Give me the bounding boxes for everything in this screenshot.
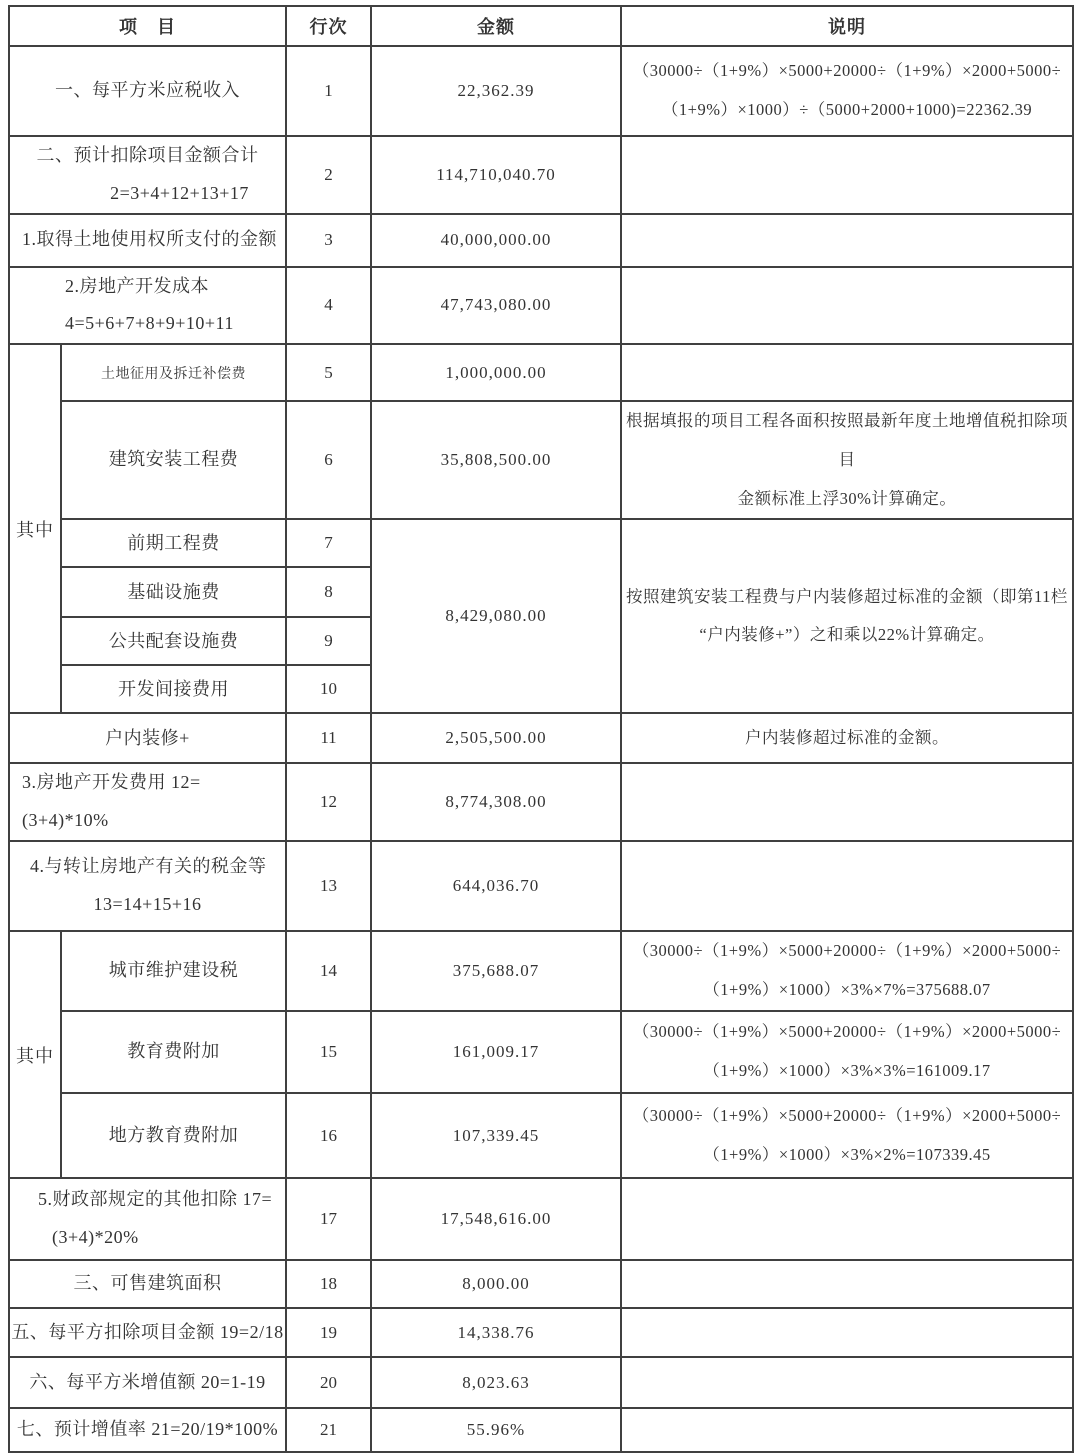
- item-cell: 基础设施费: [61, 567, 286, 617]
- amount-cell: 40,000,000.00: [371, 214, 621, 267]
- item-cell: 一、每平方米应税收入: [9, 46, 286, 136]
- table-row: [9, 931, 1073, 1011]
- amount-cell: 22,362.39: [371, 46, 621, 136]
- land-vat-deduction-table: [8, 5, 1074, 1453]
- item-cell: 六、每平方米增值额 20=1-19: [9, 1357, 286, 1408]
- note-cell: [621, 267, 1073, 345]
- amount-cell: 114,710,040.70: [371, 136, 621, 214]
- col-header-amount: 金额: [371, 6, 621, 46]
- note-cell: [621, 1178, 1073, 1260]
- note-cell: （30000÷（1+9%）×5000+20000÷（1+9%）×2000+5000÷ （1+9%）×1000）×3%×3%=161009.17: [621, 1011, 1073, 1093]
- note-cell-merged: 按照建筑安装工程费与户内装修超过标准的金额（即第11栏 “户内装修+”）之和乘以22%计算确定。: [621, 519, 1073, 713]
- row-no-cell: 11: [286, 713, 371, 763]
- table-row: [9, 1357, 1073, 1408]
- note-cell: 户内装修超过标准的金额。: [621, 713, 1073, 763]
- item-cell: 三、可售建筑面积: [9, 1260, 286, 1308]
- note-cell: [621, 1357, 1073, 1408]
- note-cell: [621, 214, 1073, 267]
- note-cell: （30000÷（1+9%）×5000+20000÷（1+9%）×2000+5000÷ （1+9%）×1000）×3%×7%=375688.07: [621, 931, 1073, 1011]
- item-cell: 二、预计扣除项目金额合计 2=3+4+12+13+17: [9, 136, 286, 214]
- item-cell: 5.财政部规定的其他扣除 17= (3+4)*20%: [9, 1178, 286, 1260]
- row-no-cell: 10: [286, 665, 371, 713]
- item-cell: 地方教育费附加: [61, 1093, 286, 1178]
- table-header-row: [9, 6, 1073, 46]
- amount-cell: 17,548,616.00: [371, 1178, 621, 1260]
- group-label-cell: 其中: [9, 344, 61, 713]
- amount-cell: 375,688.07: [371, 931, 621, 1011]
- table-row: [9, 1178, 1073, 1260]
- row-no-cell: 5: [286, 344, 371, 401]
- row-no-cell: 7: [286, 519, 371, 567]
- amount-cell: 8,774,308.00: [371, 763, 621, 841]
- table-row: [9, 46, 1073, 136]
- row-no-cell: 4: [286, 267, 371, 345]
- amount-cell: 8,023.63: [371, 1357, 621, 1408]
- table-row: [9, 401, 1073, 519]
- item-cell: 城市维护建设税: [61, 931, 286, 1011]
- amount-cell-merged: 8,429,080.00: [371, 519, 621, 713]
- amount-cell: 161,009.17: [371, 1011, 621, 1093]
- note-cell: [621, 136, 1073, 214]
- table-row: [9, 1408, 1073, 1452]
- note-cell: [621, 1308, 1073, 1357]
- item-cell: 前期工程费: [61, 519, 286, 567]
- amount-cell: 35,808,500.00: [371, 401, 621, 519]
- item-cell: 2.房地产开发成本 4=5+6+7+8+9+10+11: [9, 267, 286, 345]
- item-cell: 4.与转让房地产有关的税金等 13=14+15+16: [9, 841, 286, 931]
- row-no-cell: 3: [286, 214, 371, 267]
- amount-cell: 55.96%: [371, 1408, 621, 1452]
- row-no-cell: 15: [286, 1011, 371, 1093]
- group-label-cell: 其中: [9, 931, 61, 1178]
- table-row: [9, 1308, 1073, 1357]
- row-no-cell: 13: [286, 841, 371, 931]
- item-cell: 七、预计增值率 21=20/19*100%: [9, 1408, 286, 1452]
- item-cell: 3.房地产开发费用 12=(3+4)*10%: [9, 763, 286, 841]
- item-cell: 五、每平方扣除项目金额 19=2/18: [9, 1308, 286, 1357]
- row-no-cell: 17: [286, 1178, 371, 1260]
- amount-cell: 107,339.45: [371, 1093, 621, 1178]
- table-row: [9, 1093, 1073, 1178]
- item-cell: 户内装修+: [9, 713, 286, 763]
- item-cell: 1.取得土地使用权所支付的金额: [9, 214, 286, 267]
- row-no-cell: 14: [286, 931, 371, 1011]
- table-row: [9, 519, 1073, 567]
- amount-cell: 14,338.76: [371, 1308, 621, 1357]
- col-header-row-no: 行次: [286, 6, 371, 46]
- amount-cell: 47,743,080.00: [371, 267, 621, 345]
- item-cell: 开发间接费用: [61, 665, 286, 713]
- row-no-cell: 2: [286, 136, 371, 214]
- table-row: [9, 1011, 1073, 1093]
- amount-cell: 2,505,500.00: [371, 713, 621, 763]
- note-cell: [621, 344, 1073, 401]
- amount-cell: 1,000,000.00: [371, 344, 621, 401]
- table-row: [9, 1260, 1073, 1308]
- row-no-cell: 6: [286, 401, 371, 519]
- row-no-cell: 18: [286, 1260, 371, 1308]
- note-cell: [621, 763, 1073, 841]
- table-row: [9, 344, 1073, 401]
- note-cell: [621, 841, 1073, 931]
- row-no-cell: 12: [286, 763, 371, 841]
- note-cell: [621, 1408, 1073, 1452]
- table-row: [9, 763, 1073, 841]
- row-no-cell: 20: [286, 1357, 371, 1408]
- row-no-cell: 19: [286, 1308, 371, 1357]
- note-cell: （30000÷（1+9%）×5000+20000÷（1+9%）×2000+5000÷ （1+9%）×1000）÷（5000+2000+1000)=22362.39: [621, 46, 1073, 136]
- row-no-cell: 8: [286, 567, 371, 617]
- note-cell: [621, 1260, 1073, 1308]
- table-row: [9, 713, 1073, 763]
- amount-cell: 8,000.00: [371, 1260, 621, 1308]
- item-cell: 土地征用及拆迁补偿费: [61, 344, 286, 401]
- item-cell: 教育费附加: [61, 1011, 286, 1093]
- amount-cell: 644,036.70: [371, 841, 621, 931]
- note-cell: （30000÷（1+9%）×5000+20000÷（1+9%）×2000+5000÷ （1+9%）×1000）×3%×2%=107339.45: [621, 1093, 1073, 1178]
- row-no-cell: 1: [286, 46, 371, 136]
- row-no-cell: 16: [286, 1093, 371, 1178]
- item-cell: 公共配套设施费: [61, 617, 286, 665]
- item-cell: 建筑安装工程费: [61, 401, 286, 519]
- row-no-cell: 21: [286, 1408, 371, 1452]
- row-no-cell: 9: [286, 617, 371, 665]
- col-header-note: 说明: [621, 6, 1073, 46]
- table-row: [9, 841, 1073, 931]
- table-row: [9, 136, 1073, 214]
- table-row: [9, 214, 1073, 267]
- note-cell: 根据填报的项目工程各面积按照最新年度土地增值税扣除项目 金额标准上浮30%计算确定。: [621, 401, 1073, 519]
- col-header-item: 项 目: [9, 6, 286, 46]
- table-row: [9, 267, 1073, 345]
